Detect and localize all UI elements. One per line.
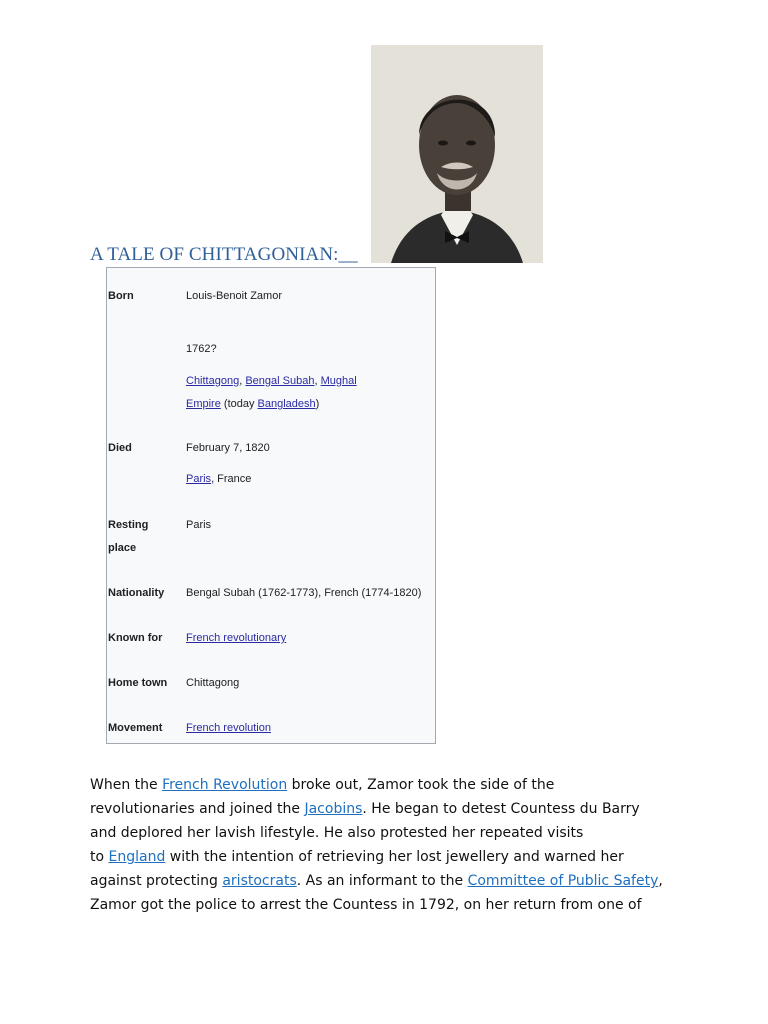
died-label: Died [108,442,132,454]
born-place-line-2 [186,392,319,416]
text-segment: revolutionaries and joined the [90,801,305,817]
page-title: A TALE OF CHITTAGONIAN:__ [90,244,358,265]
text-segment: . He began to detest Countess du Barry [362,801,640,817]
hometown-value: Chittagong [186,677,240,689]
link-paris[interactable]: Paris [186,473,212,485]
link-mughal-empire-part1[interactable]: Mughal [320,375,357,387]
link-french-revolution[interactable]: French Revolution [162,777,288,793]
text-segment: with the intention of retrieving her lost jewellery and warned her [165,849,624,865]
link-england[interactable]: England [108,849,166,865]
link-aristocrats[interactable]: aristocrats [222,873,297,889]
text-segment: broke out, Zamor took the side of the [287,777,555,793]
link-committee-of-public-safety[interactable]: Committee of Public Safety [467,873,659,889]
text-segment: to [90,849,109,865]
born-label: Born [108,290,134,302]
link-mughal-empire-part2[interactable]: Empire [186,398,221,410]
portrait-photo [371,45,543,263]
paragraph-line [90,797,680,821]
text-segment: against protecting [90,873,223,889]
known-for-label: Known for [108,632,163,644]
paragraph-line [90,869,680,893]
paragraph-line: and deplored her lavish lifestyle. He also protested her repeated visits [90,825,584,841]
paragraph-line [90,845,680,869]
born-today-suffix: ) [315,398,320,410]
born-sep-1: , [239,375,246,387]
movement-label: Movement [108,722,163,734]
died-place [186,467,251,491]
died-country: , France [211,473,252,485]
movement-value [186,716,271,740]
link-bengal-subah[interactable]: Bengal Subah [245,375,315,387]
text-segment: , [658,873,663,889]
resting-label-1: Resting [108,519,149,531]
paragraph-line: Zamor got the police to arrest the Countess in 1792, on her return from one of [90,897,642,913]
known-for-value [186,626,286,650]
nationality-value: Bengal Subah (1762-1773), French (1774-1820) [186,587,422,599]
nationality-label: Nationality [108,587,165,599]
link-jacobins[interactable]: Jacobins [304,801,363,817]
link-french-revolutionary[interactable]: French revolutionary [186,632,287,644]
born-place-line-1 [186,369,357,393]
link-chittagong[interactable]: Chittagong [186,375,240,387]
portrait-photo-icon [371,45,543,263]
resting-label-2: place [108,542,137,554]
text-segment: When the [90,777,163,793]
hometown-label: Home town [108,677,168,689]
paragraph-line [90,773,680,797]
born-sep-2: , [314,375,321,387]
infobox [106,267,436,744]
born-name: Louis-Benoit Zamor [186,290,282,302]
text-segment: . As an informant to the [296,873,468,889]
link-french-revolution-movement[interactable]: French revolution [186,722,271,734]
link-bangladesh[interactable]: Bangladesh [257,398,316,410]
resting-value: Paris [186,519,212,531]
born-year: 1762? [186,343,217,355]
body-paragraph [90,773,680,917]
born-today-prefix: (today [220,398,258,410]
died-date: February 7, 1820 [186,442,270,454]
